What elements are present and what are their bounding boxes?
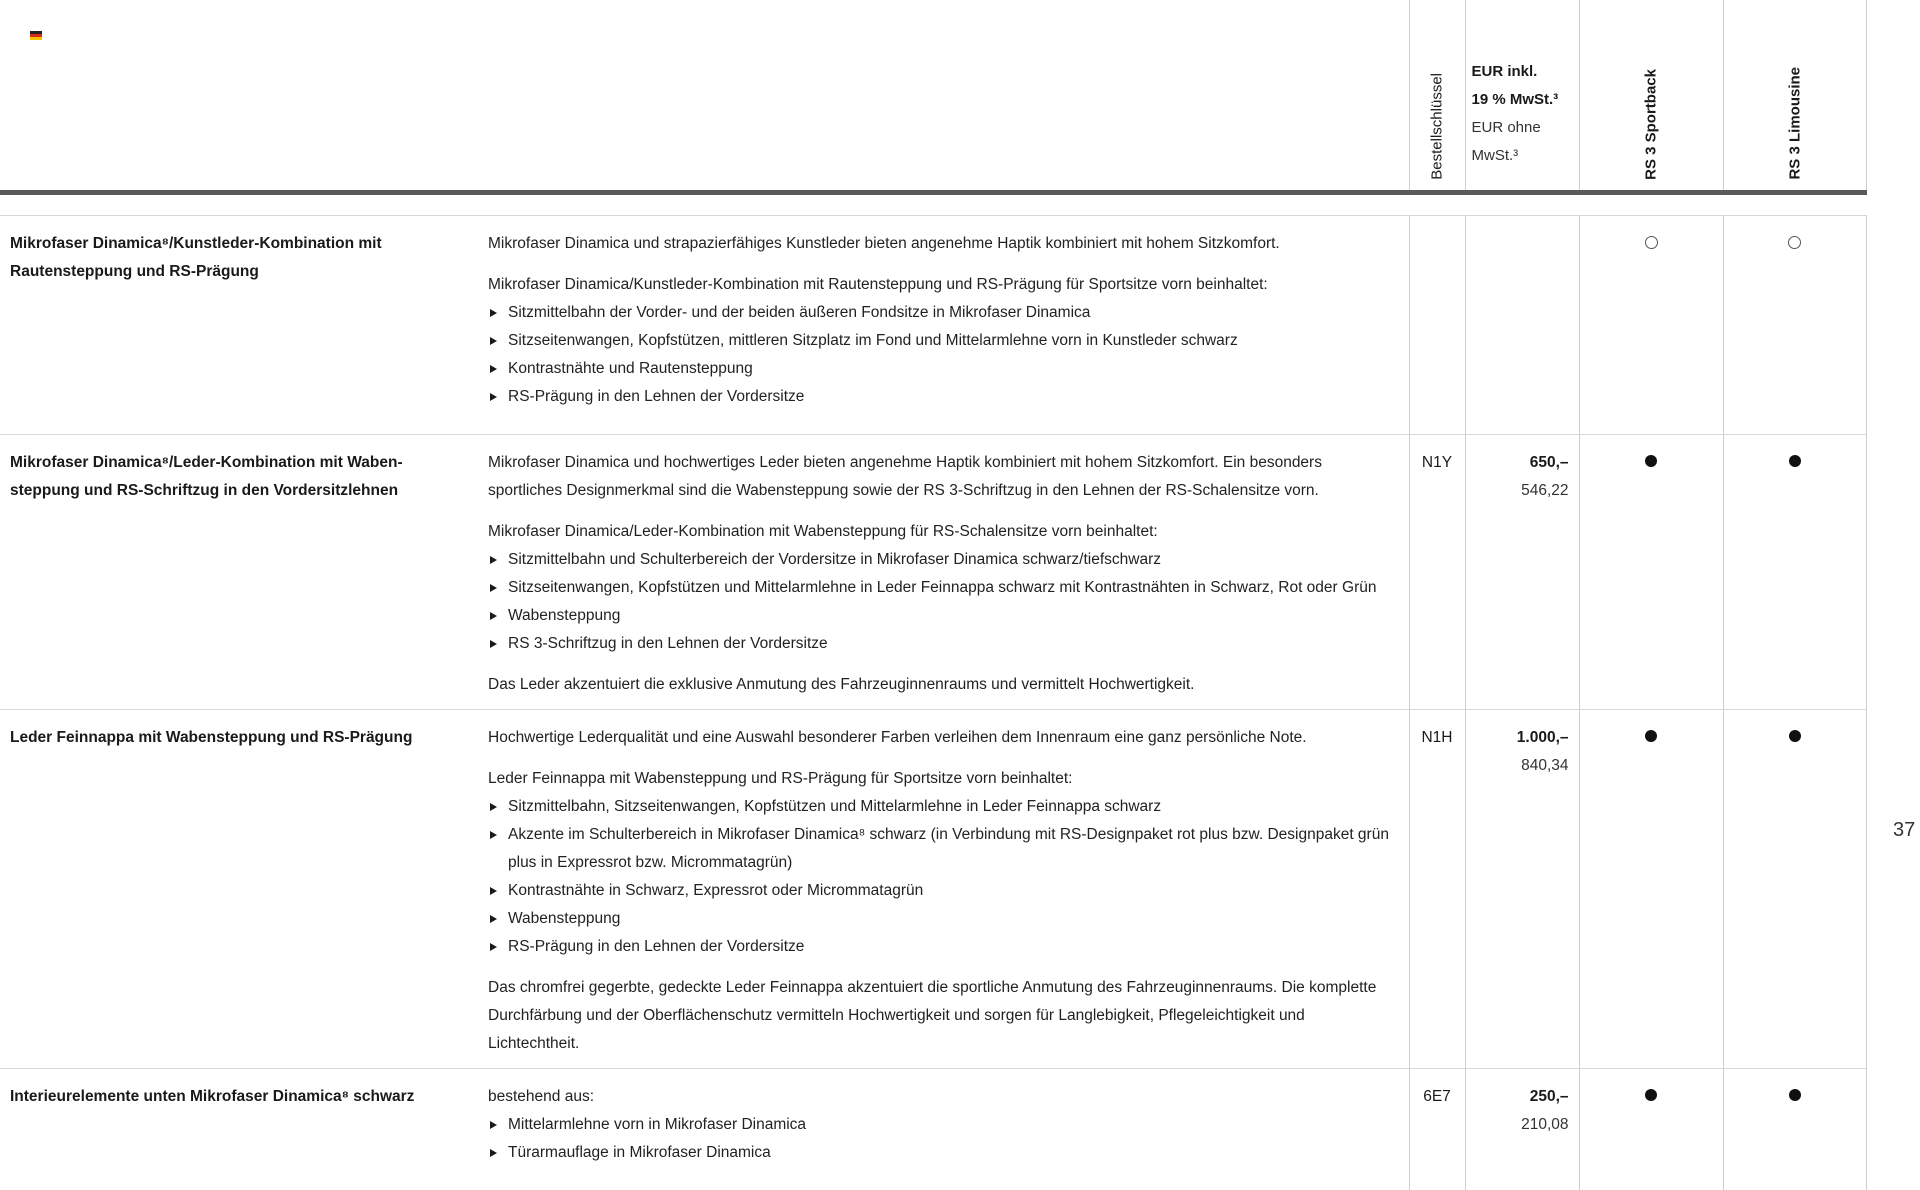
row-order-code: 6E7 [1409,1069,1465,1190]
row-description-cell [0,435,1409,710]
standard-dot-icon [1789,455,1801,467]
row-price [1465,1069,1579,1190]
list-item: Wabensteppung [488,905,1397,933]
table-header-row [0,0,1866,193]
price-net: 210,08 [1466,1111,1569,1139]
header-description [0,0,1409,193]
row-availability-limousine [1723,435,1866,710]
row-description-cell [0,1069,1409,1190]
row-order-code: N1Y [1409,435,1465,710]
row-intro: Hochwertige Lederqualität und eine Auswahl besonderer Farben verleihen dem Innenraum eine ganz persönliche Note. [488,724,1397,752]
price-gross: 250,– [1466,1083,1569,1111]
header-price [1465,0,1579,193]
feature-list [488,1111,1397,1167]
price-gross: 1.000,– [1466,724,1569,752]
row-list-title: Leder Feinnappa mit Wabensteppung und RS-Prägung für Sportsitze vorn beinhaltet: [488,765,1397,793]
optional-circle-icon [1645,236,1658,249]
price-gross-label-1: EUR inkl. [1472,58,1559,86]
model-sportback-label: RS 3 Sportback [1643,69,1660,180]
row-outro: Das chromfrei gegerbte, gedeckte Leder Feinnappa akzentuiert die sportliche Anmutung des Fahrzeuginnenraums. Die komplette Durchfärbung und der Oberflächenschutz vermitteln Hochwertigkeit und sorgen für Langlebigkeit, Pflegeleichtigkeit und Lichtechtheit. [488,974,1397,1058]
row-outro: Das Leder akzentuiert die exklusive Anmutung des Fahrzeuginnenraums und vermittelt Hochwertigkeit. [488,671,1397,699]
feature-list [488,546,1397,658]
row-order-code: N1H [1409,710,1465,1069]
row-order-code [1409,216,1465,435]
row-price [1465,216,1579,435]
order-key-label: Bestellschlüssel [1429,73,1446,180]
row-title: Interieurelemente unten Mikrofaser Dinamica⁸ schwarz [0,1069,480,1121]
row-price [1465,435,1579,710]
header-order-key [1409,0,1465,193]
page-number: 37 [1893,819,1915,842]
row-title: Mikrofaser Dinamica⁸/Kunstleder-Kombination mit Rautensteppung und RS-Prägung [0,216,490,296]
row-list-title: Mikrofaser Dinamica/Leder-Kombination mit Wabensteppung für RS-Schalensitze vorn beinhaltet: [488,518,1397,546]
table-row [0,216,1866,435]
list-item: Mittelarmlehne vorn in Mikrofaser Dinamica [488,1111,1397,1139]
list-item: Kontrastnähte und Rautensteppung [488,355,1397,383]
standard-dot-icon [1645,730,1657,742]
row-availability-sportback [1579,216,1723,435]
row-title: Leder Feinnappa mit Wabensteppung und RS-Prägung [0,710,470,762]
model-limousine-label: RS 3 Limousine [1786,67,1803,180]
list-item: RS 3-Schriftzug in den Lehnen der Vordersitze [488,630,1397,658]
table-row [0,710,1866,1069]
price-net-label-1: EUR ohne [1472,114,1559,142]
feature-list [488,793,1397,961]
list-item: Sitzseitenwangen, Kopfstützen und Mittelarmlehne in Leder Feinnappa schwarz mit Kontrastnähten in Schwarz, Rot oder Grün [488,574,1397,602]
list-item: Sitzseitenwangen, Kopfstützen, mittleren Sitzplatz im Fond und Mittelarmlehne vorn in Kunstleder schwarz [488,327,1397,355]
row-intro: Mikrofaser Dinamica und strapazierfähiges Kunstleder bieten angenehme Haptik kombiniert mit hohem Sitzkomfort. [488,230,1397,258]
list-item: Kontrastnähte in Schwarz, Expressrot oder Micrommatagrün [488,877,1397,905]
price-net-label-2: MwSt.³ [1472,142,1559,170]
header-model-sportback [1579,0,1723,193]
row-availability-limousine [1723,710,1866,1069]
list-item: Türarmauflage in Mikrofaser Dinamica [488,1139,1397,1167]
list-item: Sitzmittelbahn und Schulterbereich der Vordersitze in Mikrofaser Dinamica schwarz/tiefschwarz [488,546,1397,574]
list-item: Akzente im Schulterbereich in Mikrofaser Dinamica⁸ schwarz (in Verbindung mit RS-Designpaket rot plus bzw. Designpaket grün plus in Expressrot bzw. Micrommatagrün) [488,821,1397,877]
list-item: Wabensteppung [488,602,1397,630]
row-availability-sportback [1579,1069,1723,1190]
row-list-title: Mikrofaser Dinamica/Kunstleder-Kombination mit Rautensteppung und RS-Prägung für Sportsitze vorn beinhaltet: [488,271,1397,299]
table-row [0,1069,1866,1190]
row-description-cell [0,216,1409,435]
row-title: Mikrofaser Dinamica⁸/Leder-Kombination mit Wabensteppung und RS-Schriftzug in den Vordersitzlehnen [0,435,460,515]
standard-dot-icon [1789,730,1801,742]
list-item: RS-Prägung in den Lehnen der Vordersitze [488,933,1397,961]
list-item: Sitzmittelbahn, Sitzseitenwangen, Kopfstützen und Mittelarmlehne in Leder Feinnappa schwarz [488,793,1397,821]
standard-dot-icon [1645,455,1657,467]
table-row [0,435,1866,710]
row-price [1465,710,1579,1069]
price-net: 840,34 [1466,752,1569,780]
standard-dot-icon [1645,1089,1657,1101]
standard-dot-icon [1789,1089,1801,1101]
price-gross: 650,– [1466,449,1569,477]
price-gross-label-2: 19 % MwSt.³ [1472,86,1559,114]
row-availability-limousine [1723,1069,1866,1190]
row-availability-sportback [1579,435,1723,710]
row-intro: Mikrofaser Dinamica und hochwertiges Leder bieten angenehme Haptik kombiniert mit hohem Sitzkomfort. Ein besonders sportliches Designmerkmal sind die Wabensteppung sowie der RS 3-Schriftzug in den Lehnen der RS-Schalensitze vorn. [488,449,1397,505]
optional-circle-icon [1788,236,1801,249]
row-availability-limousine [1723,216,1866,435]
row-availability-sportback [1579,710,1723,1069]
feature-list [488,299,1397,411]
list-item: RS-Prägung in den Lehnen der Vordersitze [488,383,1397,411]
row-description-cell [0,710,1409,1069]
row-intro: bestehend aus: [488,1083,1397,1111]
list-item: Sitzmittelbahn der Vorder- und der beiden äußeren Fondsitze in Mikrofaser Dinamica [488,299,1397,327]
price-net: 546,22 [1466,477,1569,505]
header-model-limousine [1723,0,1866,193]
